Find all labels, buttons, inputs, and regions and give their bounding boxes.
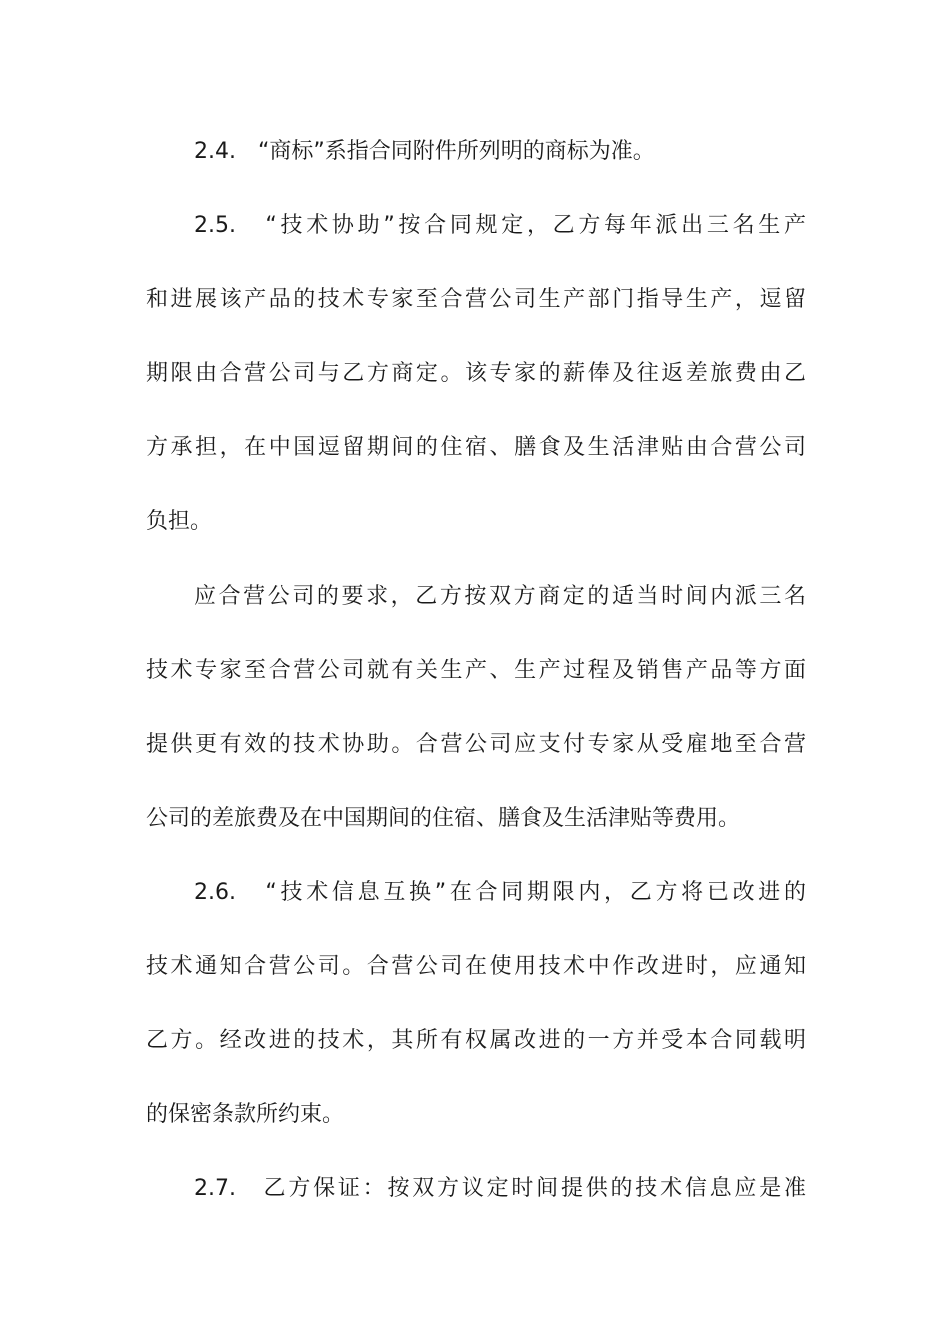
clause-2-5-line-2: 和进展该产品的技术专家至合营公司生产部门指导生产，逗留 xyxy=(146,287,806,312)
clause-2-6-line-4: 的保密条款所约束。 xyxy=(146,1102,345,1127)
clause-2-4-line: 2.4. “商标”系指合同附件所列明的商标为准。 xyxy=(194,139,655,164)
clause-2-5-line-4: 方承担，在中国逗留期间的住宿、膳食及生活津贴由合营公司 xyxy=(146,435,806,460)
clause-2-6-line-3: 乙方。经改进的技术，其所有权属改进的一方并受本合同载明 xyxy=(146,1028,806,1053)
clause-2-5-line-5: 负担。 xyxy=(146,509,213,534)
paragraph-request-line-3: 提供更有效的技术协助。合营公司应支付专家从受雇地至合营 xyxy=(146,732,806,757)
clause-2-6-line-1: 2.6. “技术信息互换”在合同期限内，乙方将已改进的 xyxy=(194,880,806,905)
paragraph-request-line-2: 技术专家至合营公司就有关生产、生产过程及销售产品等方面 xyxy=(146,658,806,683)
clause-2-6-line-2: 技术通知合营公司。合营公司在使用技术中作改进时，应通知 xyxy=(146,954,806,979)
clause-2-5-line-3: 期限由合营公司与乙方商定。该专家的薪俸及往返差旅费由乙 xyxy=(146,361,806,386)
paragraph-request-line-1: 应合营公司的要求，乙方按双方商定的适当时间内派三名 xyxy=(194,584,806,609)
clause-2-5-line-1: 2.5. “技术协助”按合同规定，乙方每年派出三名生产 xyxy=(194,213,806,238)
clause-2-7-line-1: 2.7. 乙方保证：按双方议定时间提供的技术信息应是准 xyxy=(194,1176,806,1201)
paragraph-request-line-4: 公司的差旅费及在中国期间的住宿、膳食及生活津贴等费用。 xyxy=(146,806,741,831)
